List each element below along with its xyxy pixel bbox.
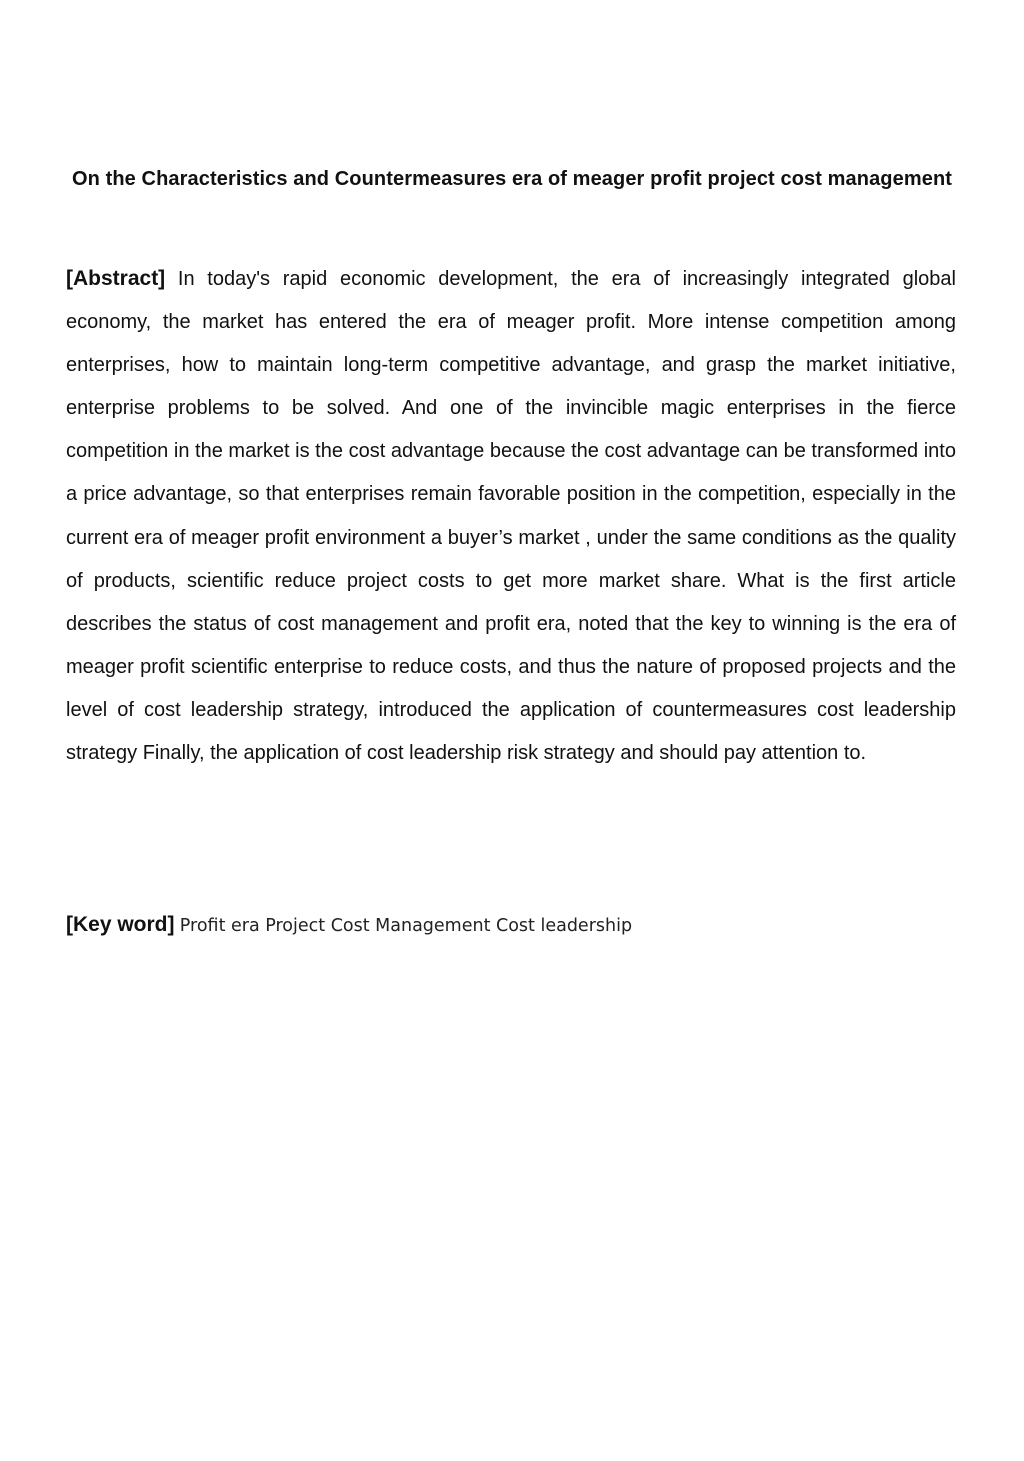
abstract-label: [Abstract] — [66, 267, 166, 290]
keywords-line — [66, 905, 956, 946]
document-title: On the Characteristics and Countermeasures era of meager profit project cost management — [71, 168, 953, 190]
keywords-text: Profit era Project Cost Management Cost leadership — [179, 916, 633, 936]
abstract-text: In today's rapid economic development, the era of increasingly integrated global economy, the market has entered the era of meager profit. More intense competition among enterprises, how to maintain long-term competitive advantage, and grasp the market initiative, enterprise problems to be solved. And one of the invincible magic enterprises in the fierce competition in the market is the cost advantage because the cost advantage can be transformed into a price advantage, so that enterprises remain favorable position in the competition, especially in the current era of meager profit environment a buyer’s market , under the same conditions as the quality of products, scientific reduce project costs to get more market share. What is the first article describes the status of cost management and profit era, noted that the key to winning is the era of meager profit scientific enterprise to reduce costs, and thus the nature of proposed projects and the level of cost leadership strategy, introduced the application of countermeasures cost leadership strategy Finally, the application of cost leadership risk strategy and should pay attention to. — [66, 268, 956, 765]
keywords-label: [Key word] — [66, 913, 175, 936]
abstract-paragraph — [66, 257, 956, 775]
